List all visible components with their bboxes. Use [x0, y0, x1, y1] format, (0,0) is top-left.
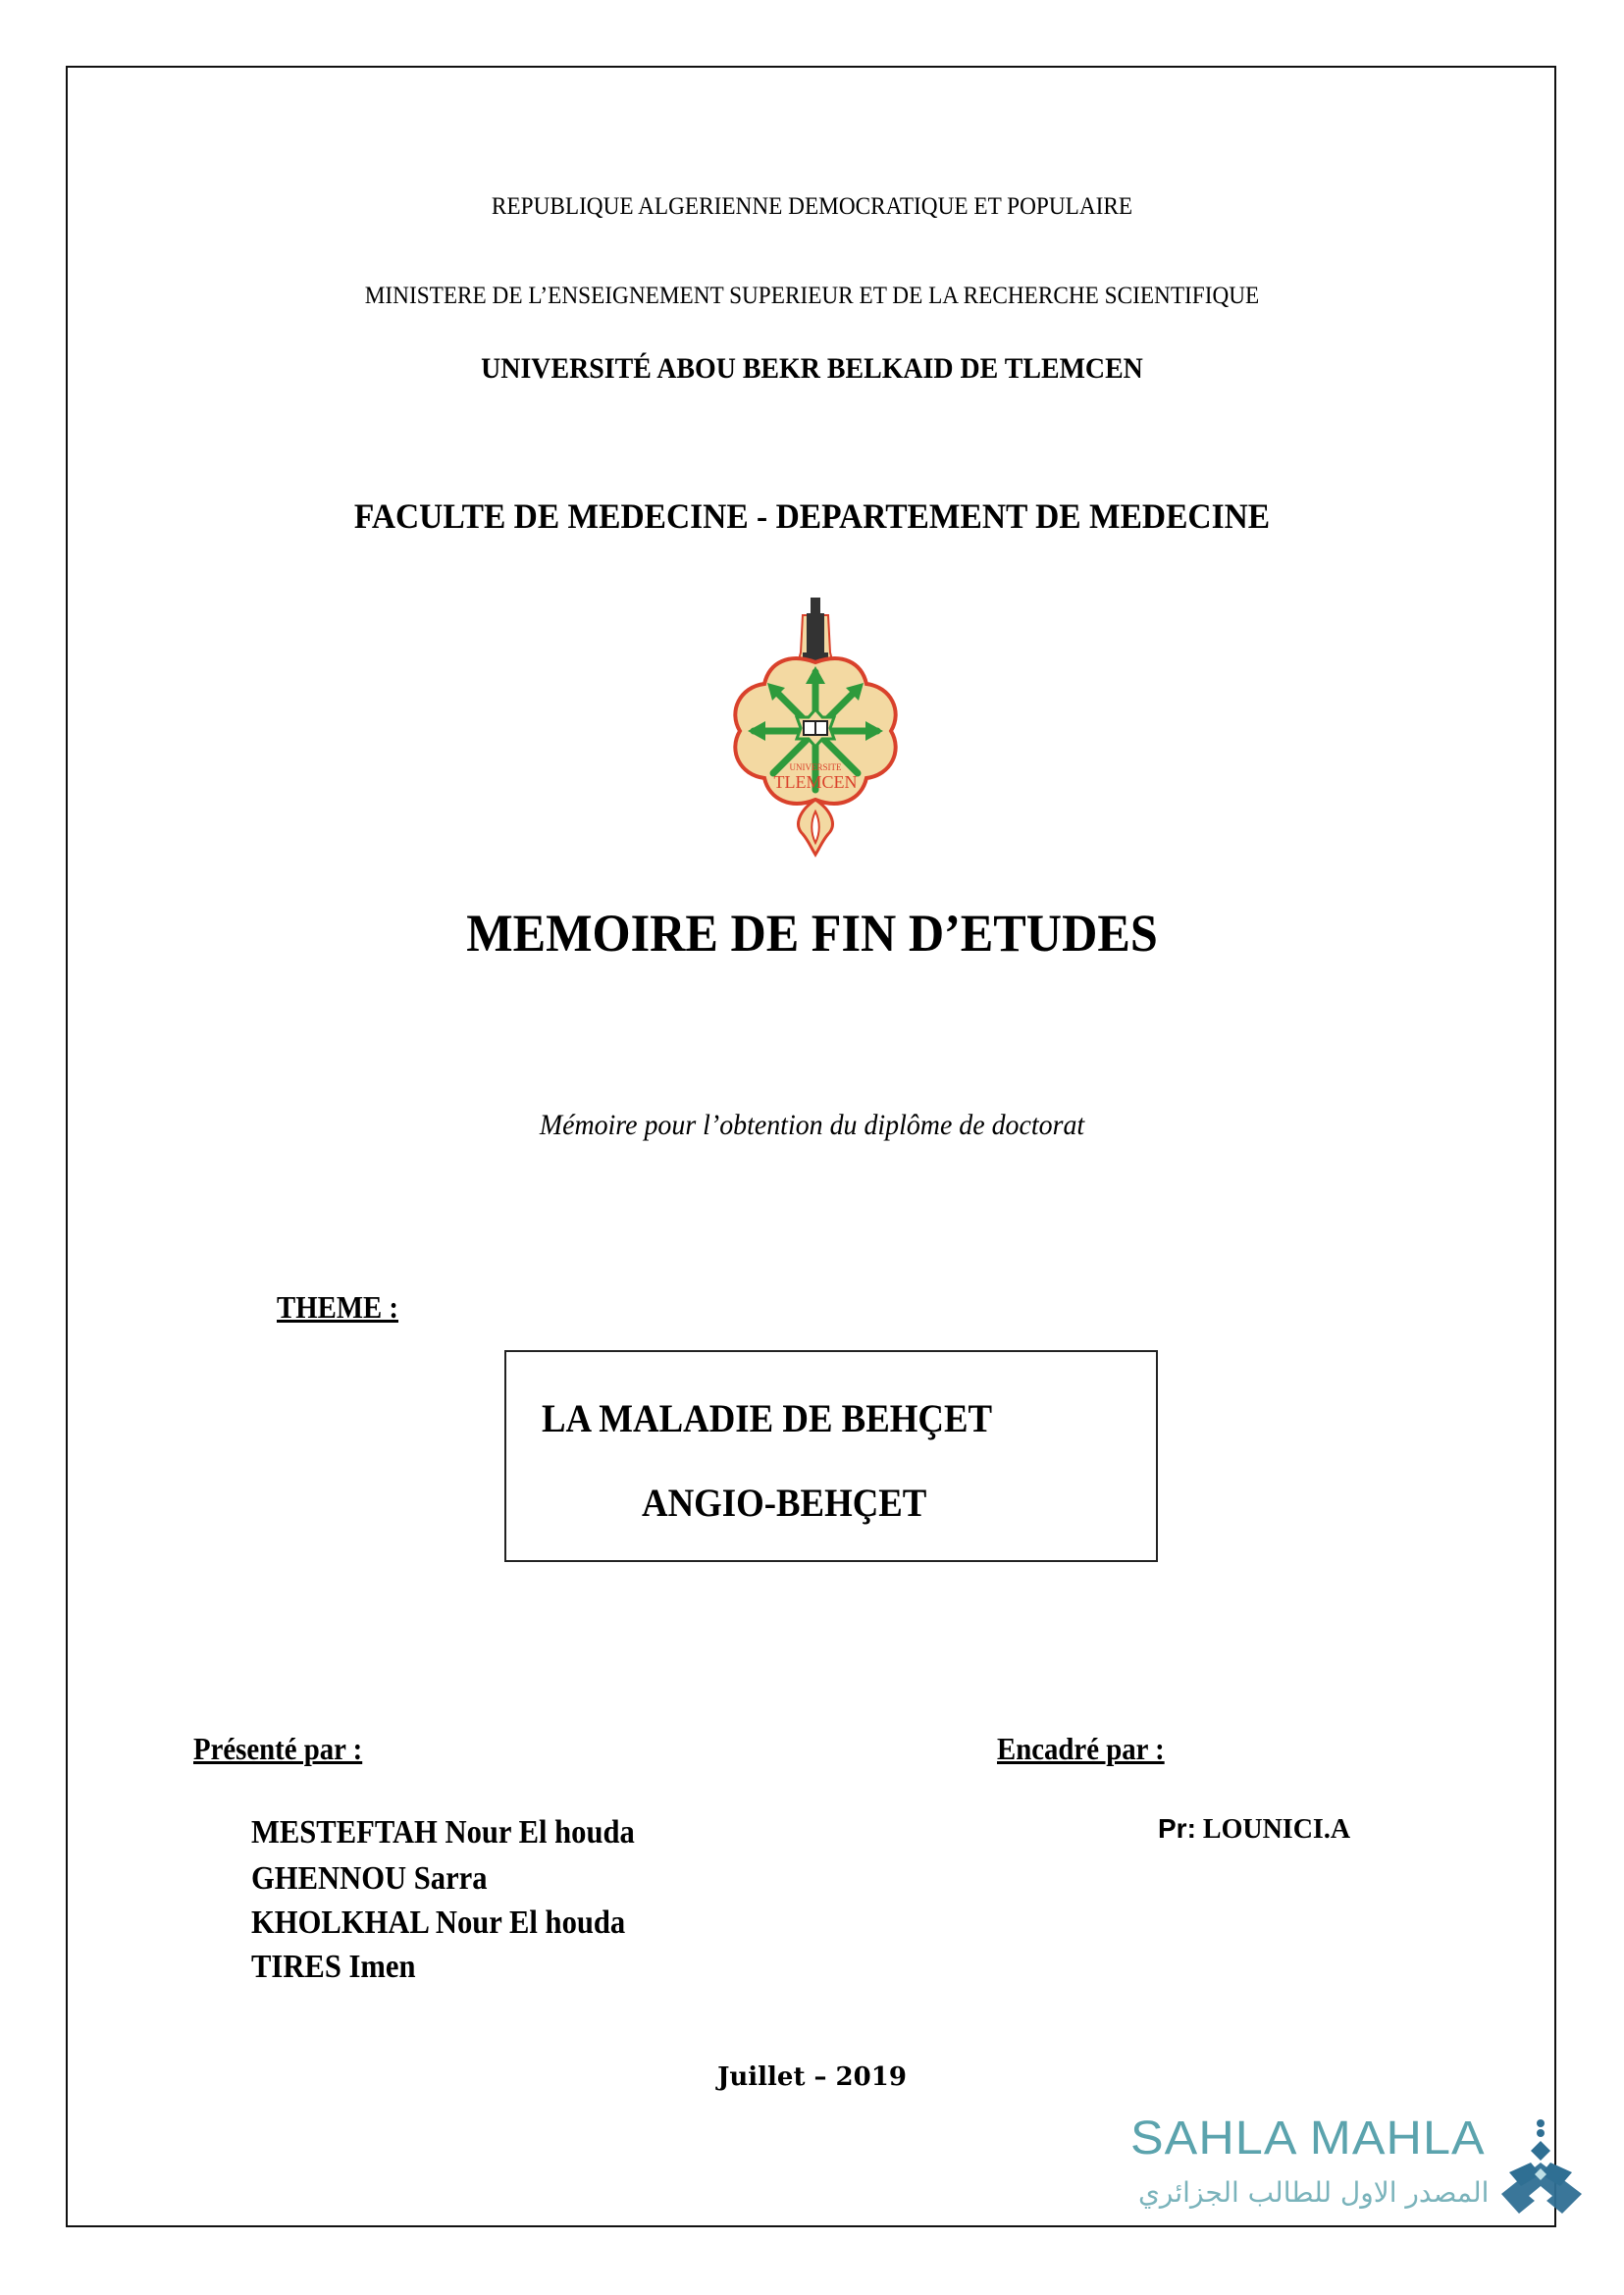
document-subtitle: Mémoire pour l’obtention du diplôme de doctorat [539, 1109, 1085, 1141]
student-name: GHENNOU Sarra [251, 1860, 488, 1897]
supervisor [1158, 1813, 1350, 1846]
watermark-tagline: المصدر الاول للطالب الجزائري [1138, 2176, 1490, 2209]
theme-label: THEME : [277, 1289, 399, 1325]
watermark-title: SAHLA MAHLA [1130, 2112, 1486, 2165]
sahla-mahla-logo-icon [1501, 2117, 1592, 2217]
document-title: MEMOIRE DE FIN D’ETUDES [466, 904, 1158, 963]
ministry-heading: MINISTERE DE L’ENSEIGNEMENT SUPERIEUR ET DE LA RECHERCHE SCIENTIFIQUE [364, 283, 1260, 309]
supervisor-name: LOUNICI.A [1202, 1814, 1351, 1845]
theme-line-1: LA MALADIE DE BEHÇET [542, 1396, 993, 1440]
submission-date: Juillet – 2019 [717, 2062, 907, 2092]
student-name: MESTEFTAH Nour El houda [251, 1814, 635, 1851]
university-emblem-icon [724, 594, 907, 859]
presented-by-label: Présenté par : [193, 1731, 363, 1766]
supervised-by-label: Encadré par : [997, 1731, 1165, 1766]
theme-box [504, 1350, 1158, 1562]
supervisor-title: Pr: [1158, 1813, 1196, 1844]
republic-heading: REPUBLIQUE ALGERIENNE DEMOCRATIQUE ET POPULAIRE [491, 193, 1133, 220]
student-name: KHOLKHAL Nour El houda [251, 1904, 626, 1941]
faculty-heading: FACULTE DE MEDECINE - DEPARTEMENT DE MEDECINE [353, 496, 1271, 536]
student-name: TIRES Imen [251, 1949, 416, 1985]
svg-text:UNIVERSITE: UNIVERSITE [789, 762, 842, 772]
student-list [251, 1810, 677, 1989]
theme-line-2: ANGIO-BEHÇET [642, 1481, 927, 1525]
svg-text:TLEMCEN: TLEMCEN [773, 772, 858, 792]
university-heading: UNIVERSITÉ ABOU BEKR BELKAID DE TLEMCEN [481, 352, 1143, 385]
